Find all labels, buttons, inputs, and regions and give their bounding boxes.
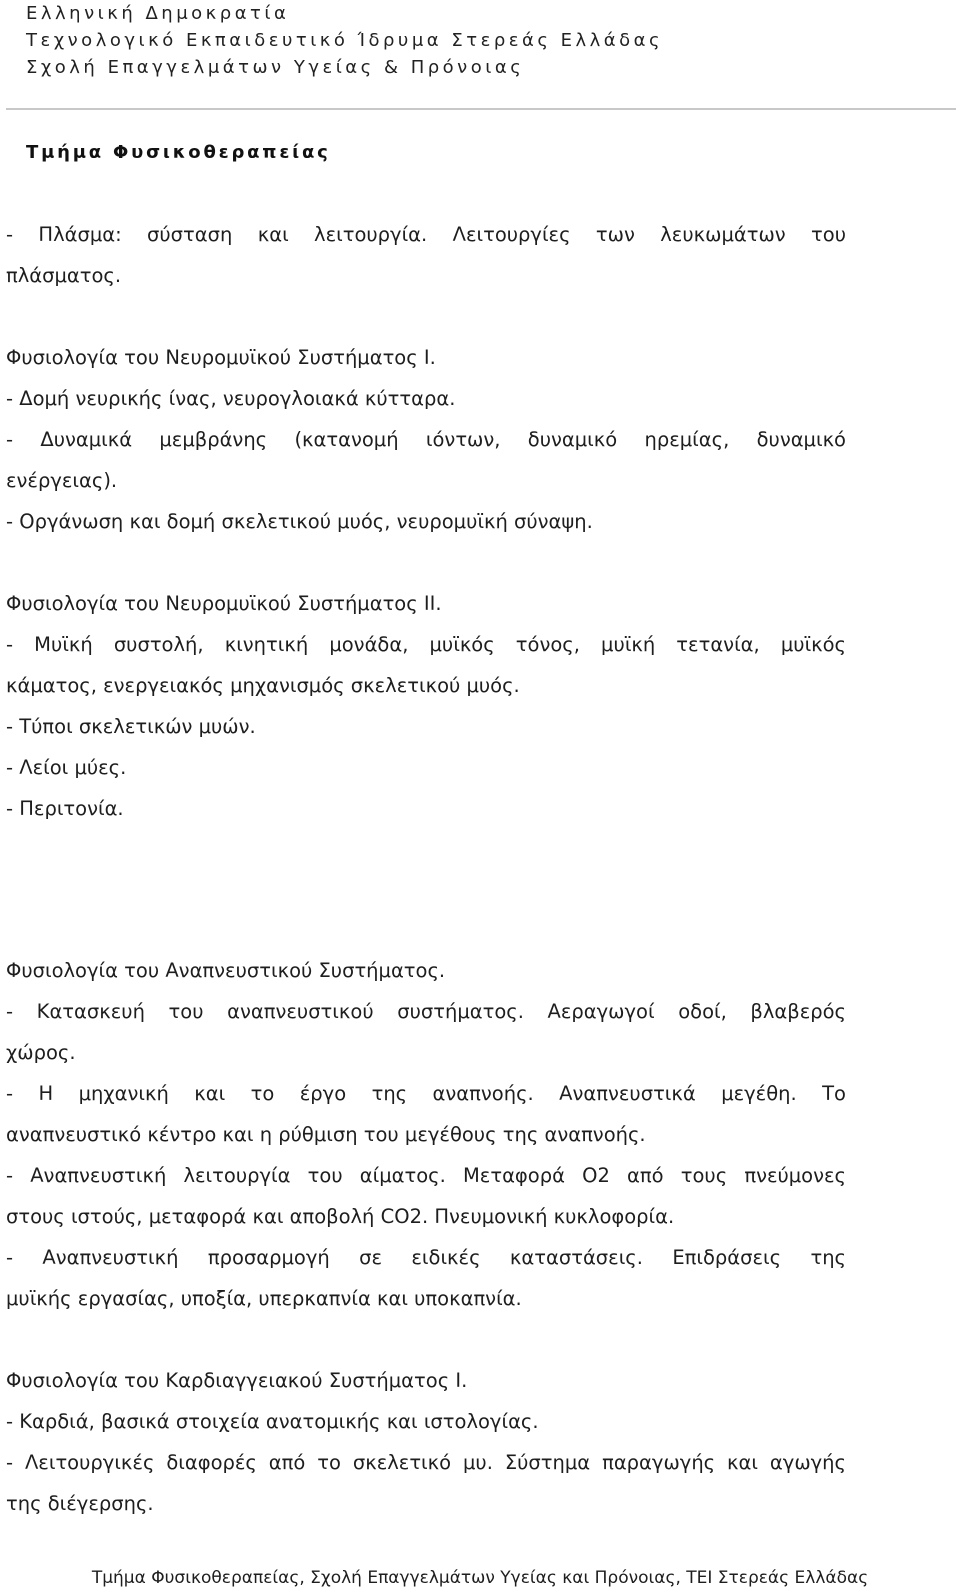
spacer	[6, 542, 846, 583]
neuro1-item-2-line-2: ενέργειας).	[6, 469, 118, 492]
neuro1-item-3: - Οργάνωση και δομή σκελετικού μυός, νευρομυϊκή σύναψη.	[6, 510, 593, 533]
resp-item-3-line-2: στους ιστούς, μεταφορά και αποβολή CO2. Πνευμονική κυκλοφορία.	[6, 1205, 675, 1228]
neuro1-item-1: - Δομή νευρικής ίνας, νευρογλοιακά κύτταρα.	[6, 387, 456, 410]
resp-item-2-line-1: - Η μηχανική και το έργο της αναπνοής. Αναπνευστικά μεγέθη. Το	[6, 1082, 846, 1105]
neuro2-item-4: - Περιτονία.	[6, 797, 124, 820]
cardio-item-2-line-1: - Λειτουργικές διαφορές από το σκελετικό μυ. Σύστημα παραγωγής και αγωγής	[6, 1451, 846, 1474]
resp-item-2-line-2: αναπνευστικό κέντρο και η ρύθμιση του μεγέθους της αναπνοής.	[6, 1123, 646, 1146]
header-country: Ελληνική Δημοκρατία	[26, 3, 290, 24]
resp-item-3-line-1: - Αναπνευστική λειτουργία του αίματος. Μεταφορά Ο2 από τους πνεύμονες	[6, 1164, 846, 1187]
resp-item-4-line-2: μυϊκής εργασίας, υποξία, υπερκαπνία και υποκαπνία.	[6, 1287, 522, 1310]
resp-item-1-line-2: χώρος.	[6, 1041, 76, 1064]
document-header	[26, 0, 926, 81]
neuro1-item-2-line-1: - Δυναμικά μεμβράνης (κατανομή ιόντων, δυναμικό ηρεμίας, δυναμικό	[6, 428, 846, 451]
resp-item-1-line-1: - Κατασκευή του αναπνευστικού συστήματος. Αεραγωγοί οδοί, βλαβερός	[6, 1000, 846, 1023]
cardio-item-2-line-2: της διέγερσης.	[6, 1492, 154, 1515]
neuro2-item-1-line-2: κάματος, ενεργειακός μηχανισμός σκελετικού μυός.	[6, 674, 520, 697]
document-footer: Τμήμα Φυσικοθεραπείας, Σχολή Επαγγελμάτων Υγείας και Πρόνοιας, ΤΕΙ Στερεάς Ελλάδας	[91, 1568, 869, 1588]
header-school: Σχολή Επαγγελμάτων Υγείας & Πρόνοιας	[26, 57, 525, 78]
section-title-cardiovascular: Φυσιολογία του Καρδιαγγειακού Συστήματος Ι.	[6, 1369, 468, 1392]
document-body	[6, 214, 846, 1524]
neuro2-item-3: - Λείοι μύες.	[6, 756, 127, 779]
resp-item-4-line-1: - Αναπνευστική προσαρμογή σε ειδικές καταστάσεις. Επιδράσεις της	[6, 1246, 846, 1269]
section-title-neuromuscular-2: Φυσιολογία του Νευρομυϊκού Συστήματος ΙΙ.	[6, 592, 442, 615]
department-title: Τμήμα Φυσικοθεραπείας	[26, 142, 331, 163]
spacer	[6, 296, 846, 337]
neuro2-item-1-line-1: - Μυϊκή συστολή, κινητική μονάδα, μυϊκός τόνος, μυϊκή τετανία, μυϊκός	[6, 633, 846, 656]
section-title-neuromuscular-1: Φυσιολογία του Νευρομυϊκού Συστήματος Ι.	[6, 346, 436, 369]
header-divider	[6, 108, 956, 110]
header-institution: Τεχνολογικό Εκπαιδευτικό Ίδρυμα Στερεάς Ελλάδας	[26, 30, 664, 51]
plasma-line-2: πλάσματος.	[6, 264, 122, 287]
plasma-line-1: - Πλάσμα: σύσταση και λειτουργία. Λειτουργίες των λευκωμάτων του	[6, 223, 846, 246]
cardio-item-1: - Καρδιά, βασικά στοιχεία ανατομικής και ιστολογίας.	[6, 1410, 539, 1433]
spacer	[6, 829, 846, 950]
spacer	[6, 1319, 846, 1360]
neuro2-item-2: - Τύποι σκελετικών μυών.	[6, 715, 256, 738]
section-title-respiratory: Φυσιολογία του Αναπνευστικού Συστήματος.	[6, 959, 446, 982]
